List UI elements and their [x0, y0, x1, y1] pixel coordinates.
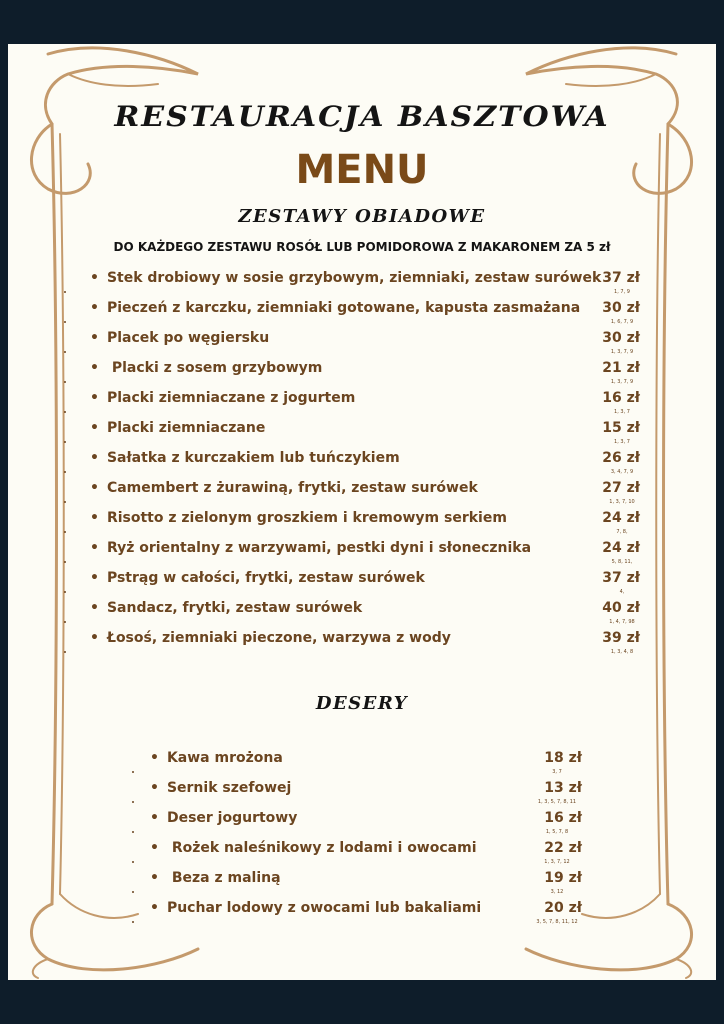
menu-item-price: 24 zł: [602, 540, 640, 556]
menu-item-price: 13 zł: [544, 780, 582, 796]
menu-item-name: • Placek po węgiersku: [90, 330, 269, 346]
menu-item-allergens: 1, 3, 5, 7, 8, 11: [537, 799, 577, 805]
row-marker: [132, 831, 134, 833]
row-marker: [64, 471, 66, 473]
menu-item: [150, 750, 582, 780]
menu-item-price: 27 zł: [602, 480, 640, 496]
menu-item-allergens: 1, 7, 9: [614, 289, 630, 295]
menu-item-price: 16 zł: [544, 810, 582, 826]
menu-heading: MENU: [295, 147, 429, 193]
menu-item-name: • Sernik szefowej: [150, 780, 291, 796]
menu-item-name: • Sałatka z kurczakiem lub tuńczykiem: [90, 450, 400, 466]
soup-note: DO KAŻDEGO ZESTAWU ROSÓŁ LUB POMIDOROWA Z MAKARONEM ZA 5 zł: [113, 240, 611, 254]
menu-item-price: 19 zł: [544, 870, 582, 886]
menu-item-price: 20 zł: [544, 900, 582, 916]
menu-item-price: 16 zł: [602, 390, 640, 406]
row-marker: [64, 651, 66, 653]
menu-item: [90, 360, 640, 390]
row-marker: [132, 861, 134, 863]
menu-item-name: • Camembert z żurawiną, frytki, zestaw surówek: [90, 480, 478, 496]
menu-item-allergens: 1, 3, 7: [614, 409, 630, 415]
menu-item-price: 39 zł: [602, 630, 640, 646]
menu-item: [90, 480, 640, 510]
menu-item: [150, 780, 582, 810]
menu-item-name: • Deser jogurtowy: [150, 810, 297, 826]
menu-item-allergens: 3, 7: [552, 769, 562, 775]
menu-item-allergens: 1, 3, 7: [614, 439, 630, 445]
menu-item-allergens: 4,: [619, 589, 625, 595]
menu-item-price: 37 zł: [602, 570, 640, 586]
row-marker: [64, 381, 66, 383]
menu-item: [90, 270, 640, 300]
menu-item-name: • Placki ziemniaczane: [90, 420, 265, 436]
menu-item: [90, 540, 640, 570]
menu-item-name: • Beza z maliną: [150, 870, 281, 886]
row-marker: [64, 291, 66, 293]
menu-item-name: • Sandacz, frytki, zestaw surówek: [90, 600, 362, 616]
menu-item-price: 37 zł: [602, 270, 640, 286]
menu-item: [150, 840, 582, 870]
row-marker: [132, 921, 134, 923]
menu-item-price: 18 zł: [544, 750, 582, 766]
menu-item-allergens: 7, 8,: [616, 529, 628, 535]
row-marker: [132, 891, 134, 893]
row-marker: [132, 801, 134, 803]
menu-item-name: • Pieczeń z karczku, ziemniaki gotowane, kapusta zasmażana: [90, 300, 580, 316]
menu-item-allergens: 3, 4, 7, 9: [610, 469, 634, 475]
menu-item-name: • Ryż orientalny z warzywami, pestki dyni i słonecznika: [90, 540, 531, 556]
menu-item-name: • Stek drobiowy w sosie grzybowym, ziemniaki, zestaw surówek: [90, 270, 601, 286]
menu-item: [90, 600, 640, 630]
menu-item-name: • Placki z sosem grzybowym: [90, 360, 322, 376]
row-marker: [64, 321, 66, 323]
row-marker: [64, 561, 66, 563]
menu-item-allergens: 1, 5, 7, 8: [545, 829, 569, 835]
menu-page: [8, 44, 716, 980]
menu-item-price: 30 zł: [602, 300, 640, 316]
row-marker: [132, 771, 134, 773]
menu-item: [90, 300, 640, 330]
menu-item-name: • Rożek naleśnikowy z lodami i owocami: [150, 840, 477, 856]
menu-item-allergens: 1, 3, 7, 12: [544, 859, 570, 865]
menu-item: [90, 630, 640, 660]
menu-item-allergens: 3, 12: [550, 889, 564, 895]
menu-item-allergens: 1, 3, 7, 9: [610, 379, 634, 385]
menu-item: [90, 570, 640, 600]
row-marker: [64, 411, 66, 413]
menu-item-price: 30 zł: [602, 330, 640, 346]
menu-item-allergens: 5, 8, 11,: [611, 559, 633, 565]
menu-item: [90, 420, 640, 450]
menu-item-price: 24 zł: [602, 510, 640, 526]
menu-item-name: • Puchar lodowy z owocami lub bakaliami: [150, 900, 481, 916]
menu-item: [90, 390, 640, 420]
menu-item: [90, 330, 640, 360]
menu-item-allergens: 1, 3, 7, 10: [609, 499, 635, 505]
row-marker: [64, 441, 66, 443]
menu-item-name: • Risotto z zielonym groszkiem i kremowym serkiem: [90, 510, 507, 526]
menu-item-allergens: 3, 5, 7, 8, 11, 12: [536, 919, 578, 925]
menu-item-allergens: 1, 3, 4, 8: [610, 649, 634, 655]
row-marker: [64, 351, 66, 353]
menu-item: [150, 810, 582, 840]
menu-item: [90, 450, 640, 480]
menu-item-price: 40 zł: [602, 600, 640, 616]
menu-item: [150, 870, 582, 900]
menu-item-name: • Placki ziemniaczane z jogurtem: [90, 390, 355, 406]
menu-item-name: • Łosoś, ziemniaki pieczone, warzywa z wody: [90, 630, 451, 646]
menu-item: [150, 900, 582, 930]
menu-item-name: • Pstrąg w całości, frytki, zestaw surówek: [90, 570, 425, 586]
menu-item-price: 15 zł: [602, 420, 640, 436]
row-marker: [64, 531, 66, 533]
restaurant-title: RESTAURACJA BASZTOWA: [114, 101, 610, 134]
menu-item: [90, 510, 640, 540]
row-marker: [64, 501, 66, 503]
menu-item-price: 26 zł: [602, 450, 640, 466]
row-marker: [64, 621, 66, 623]
menu-item-price: 21 zł: [602, 360, 640, 376]
menu-item-allergens: 1, 3, 7, 9: [610, 349, 634, 355]
menu-item-allergens: 1, 4, 7, 98: [609, 619, 635, 625]
menu-item-price: 22 zł: [544, 840, 582, 856]
section-title-main: ZESTAWY OBIADOWE: [238, 206, 486, 227]
row-marker: [64, 591, 66, 593]
menu-item-allergens: 1, 6, 7, 9: [610, 319, 634, 325]
section-title-desserts: DESERY: [315, 693, 409, 714]
menu-item-name: • Kawa mrożona: [150, 750, 283, 766]
